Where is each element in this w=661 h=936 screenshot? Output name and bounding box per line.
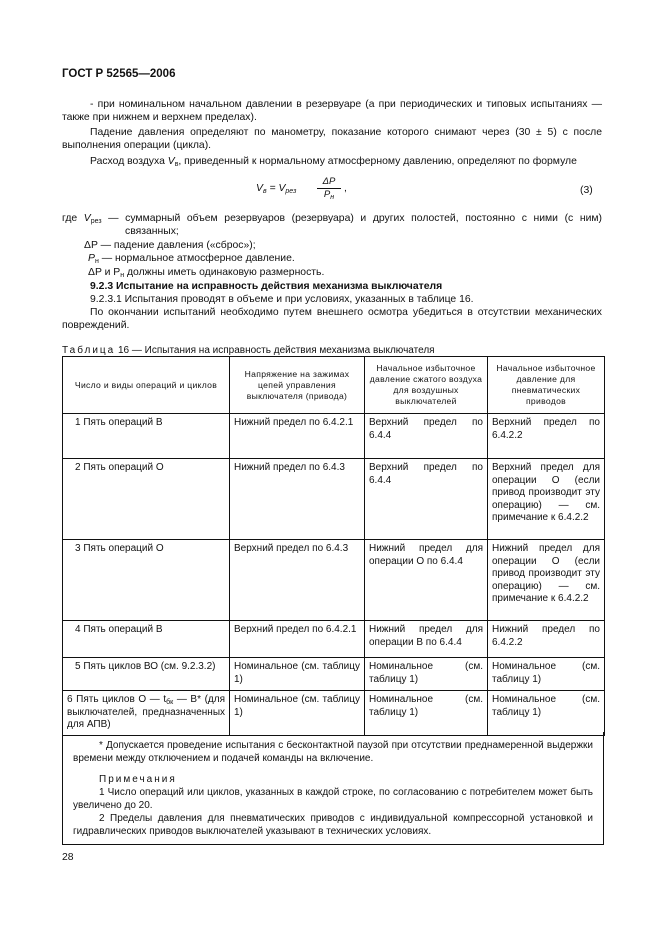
table-cell: Нижний предел по 6.4.2.2 [488, 621, 605, 658]
section-title: 9.2.3 Испытание на исправность действия механизма выключателя [90, 281, 443, 292]
table-row [63, 540, 605, 621]
table-cell: Нижний предел по 6.4.2.1 [230, 414, 365, 459]
table-cell: Номинальное (см. таблицу 1) [488, 658, 605, 691]
table-header-cell: Начальное избыточное давление сжатого воздуха для воздушных выключателей [365, 357, 488, 414]
table-cell: Номинальное (см. таблицу 1) [230, 658, 365, 691]
table-cell: 1 Пять операций В [63, 414, 230, 459]
table-cell: Нижний предел для операции О по 6.4.4 [365, 540, 488, 621]
paragraph-inspection: По окончании испытаний необходимо путем внешнего осмотра убедиться в отсутствии механических повреждений. [62, 307, 602, 331]
table-cell: Верхний предел по 6.4.3 [230, 540, 365, 621]
notes-title: Примечания [99, 774, 177, 785]
table-cell: Верхний предел по 6.4.4 [365, 414, 488, 459]
table-row [63, 414, 605, 459]
table-cell: Номинальное (см. таблицу 1) [365, 691, 488, 736]
table-header-cell: Число и виды операций и циклов [63, 357, 230, 414]
table-header-cell: Напряжение на зажимах цепей управления выключателя (привода) [230, 357, 365, 414]
page-number: 28 [62, 852, 74, 863]
table-cell: 6 Пять циклов О — $t_{бк}$ — В* (для выключателей, предназначенных для АПВ) [63, 691, 230, 736]
paragraph-pressure-limits: - при номинальном начальном давлении в резервуаре (а при периодических и типовых испытаниях — также при нижнем и верхнем пределах). [62, 99, 602, 123]
note-1: 1 Число операций или циклов, указанных в каждой строке, по согласованию с потребителем может быть увеличено до 20. [73, 787, 593, 811]
formula-number: (3) [580, 185, 593, 196]
table-cell: Номинальное (см. таблицу 1) [230, 691, 365, 736]
footnote: * Допускается проведение испытания с бесконтактной паузой при отсутствии преднамеренной выдержки времени между отключением и подачей команды на включение. [73, 740, 593, 764]
table-cell: Номинальное (см. таблицу 1) [365, 658, 488, 691]
table-cell: 5 Пять циклов ВО (см. 9.2.3.2) [63, 658, 230, 691]
table-header-cell: Начальное избыточное давление для пневматических приводов [488, 357, 605, 414]
table-notes [62, 732, 604, 845]
table-cell: Номинальное (см. таблицу 1) [488, 691, 605, 736]
formula-air-flow: $V_в = V_{рез}$ ΔP $P_н$ , [256, 176, 347, 201]
table-cell: Верхний предел по 6.4.4 [365, 459, 488, 540]
table-cell: Нижний предел для операции О (если привод производит эту операцию) — см. примечание к 6.4.2.2 [488, 540, 605, 621]
test-table [62, 356, 605, 736]
where-p-n: $P_н$ — нормальное атмосферное давление. [88, 253, 295, 265]
table-cell: Нижний предел по 6.4.3 [230, 459, 365, 540]
note-2: 2 Пределы давления для пневматических приводов с индивидуальной компрессорной установкой и гидравлических приводов выключателей указывают в технических условиях. [73, 813, 593, 837]
paragraph-9-2-3-1: 9.2.3.1 Испытания проводят в объеме и при условиях, указанных в таблице 16. [90, 294, 474, 305]
paragraph-air-flow: Расход воздуха $V_в$, приведенный к нормальному атмосферному давлению, определяют по формуле [90, 156, 577, 168]
table-cell: Нижний предел для операции В по 6.4.4 [365, 621, 488, 658]
paragraph-pressure-drop: Падение давления определяют по манометру, показание которого снимают через (30 ± 5) с после выполнения операции (цикла). [62, 127, 602, 151]
table-row [63, 691, 605, 736]
table-header-row [63, 357, 605, 414]
table-row [63, 621, 605, 658]
table-cell: Верхний предел для операции О (если привод производит эту операцию) — см. примечание к 6.4.2.2 [488, 459, 605, 540]
where-dimension: ΔP и $P_н$ должны иметь одинаковую размерность. [88, 267, 325, 279]
where-delta-p: ΔP — падение давления («сброс»); [84, 240, 256, 251]
table-cell: 4 Пять операций В [63, 621, 230, 658]
table-row [63, 658, 605, 691]
where-v-rez: где $V_{рез}$ — суммарный объем резервуаров (резервуара) и других полостей, постоянно с ними (с ним) связанных; [62, 213, 602, 237]
table-cell: 2 Пять операций О [63, 459, 230, 540]
table-caption: Таблица 16 — Испытания на исправность действия механизма выключателя [62, 345, 435, 356]
table-row [63, 459, 605, 540]
document-id: ГОСТ Р 52565—2006 [62, 68, 176, 80]
table-cell: Верхний предел по 6.4.2.1 [230, 621, 365, 658]
table-cell: Верхний предел по 6.4.2.2 [488, 414, 605, 459]
table-cell: 3 Пять операций О [63, 540, 230, 621]
